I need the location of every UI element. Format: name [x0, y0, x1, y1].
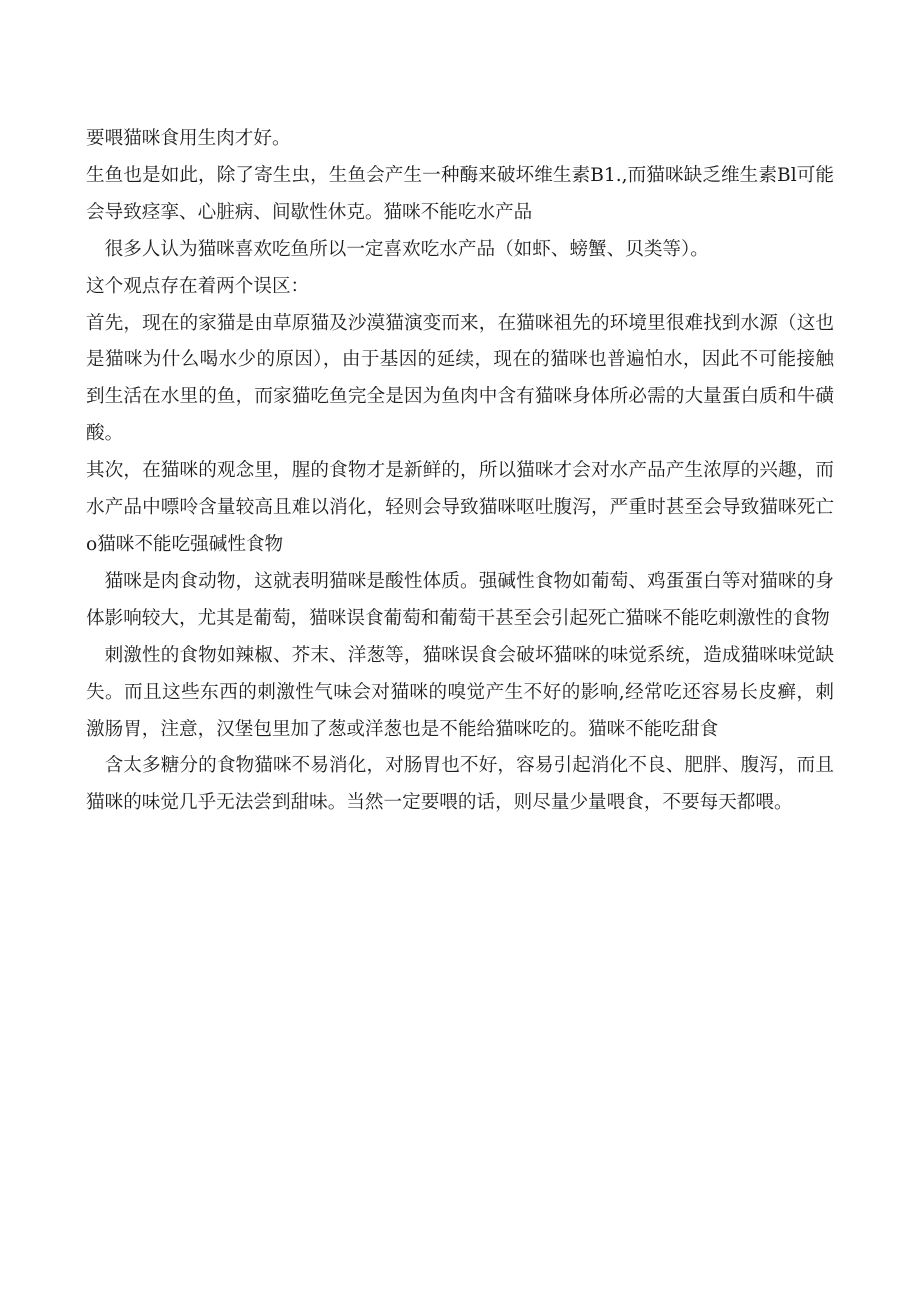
paragraph-6: 其次，在猫咪的观念里，腥的食物才是新鲜的，所以猫咪才会对水产品产生浓厚的兴趣，而水产品中嘌呤含量较高且难以消化，轻则会导致猫咪呕吐腹泻，严重时甚至会导致猫咪死亡o猫咪不能吃强碱性食物: [86, 460, 834, 555]
document-body: [86, 121, 834, 822]
paragraph-3: 很多人认为猫咪喜欢吃鱼所以一定喜欢吃水产品（如虾、螃蟹、贝类等）。: [104, 238, 709, 260]
paragraph-1: 要喂猫咪食用生肉才好。: [86, 128, 291, 149]
paragraph-7: 猫咪是肉食动物，这就表明猫咪是酸性体质。强碱性食物如葡萄、鸡蛋蛋白等对猫咪的身体影响较大，尤其是葡萄，猫咪误食葡萄和葡萄干甚至会引起死亡猫咪不能吃刺激性的食物: [86, 570, 834, 629]
paragraph-8: 刺激性的食物如辣椒、芥末、洋葱等，猫咪误食会破坏猫咪的味觉系统，造成猫咪味觉缺失。而且这些东西的刺激性气味会对猫咪的嗅觉产生不好的影响,经常吃还容易长皮癣，刺激肠胃，注意，汉堡包里加了葱或洋葱也是不能给猫咪吃的。猫咪不能吃甜食: [86, 644, 834, 740]
paragraph-9: 含太多糖分的食物猫咪不易消化，对肠胃也不好，容易引起消化不良、肥胖、腹泻，而且猫咪的味觉几乎无法尝到甜味。当然一定要喂的话，则尽量少量喂食，不要每天都喂。: [86, 755, 834, 814]
paragraph-2: 生鱼也是如此，除了寄生虫，生鱼会产生一种酶来破坏维生素B1.,而猫咪缺乏维生素Bl可能会导致痉挛、心脏病、间歇性休克。猫咪不能吃水产品: [86, 164, 834, 223]
paragraph-5: 首先，现在的家猫是由草原猫及沙漠猫演变而来，在猫咪祖先的环境里很难找到水源（这也是猫咪为什么喝水少的原因），由于基因的延续，现在的猫咪也普遍怕水，因此不可能接触到生活在水里的鱼，而家猫吃鱼完全是因为鱼肉中含有猫咪身体所必需的大量蛋白质和牛磺酸。: [86, 312, 834, 445]
paragraph-4: 这个观点存在着两个误区：: [86, 275, 310, 297]
